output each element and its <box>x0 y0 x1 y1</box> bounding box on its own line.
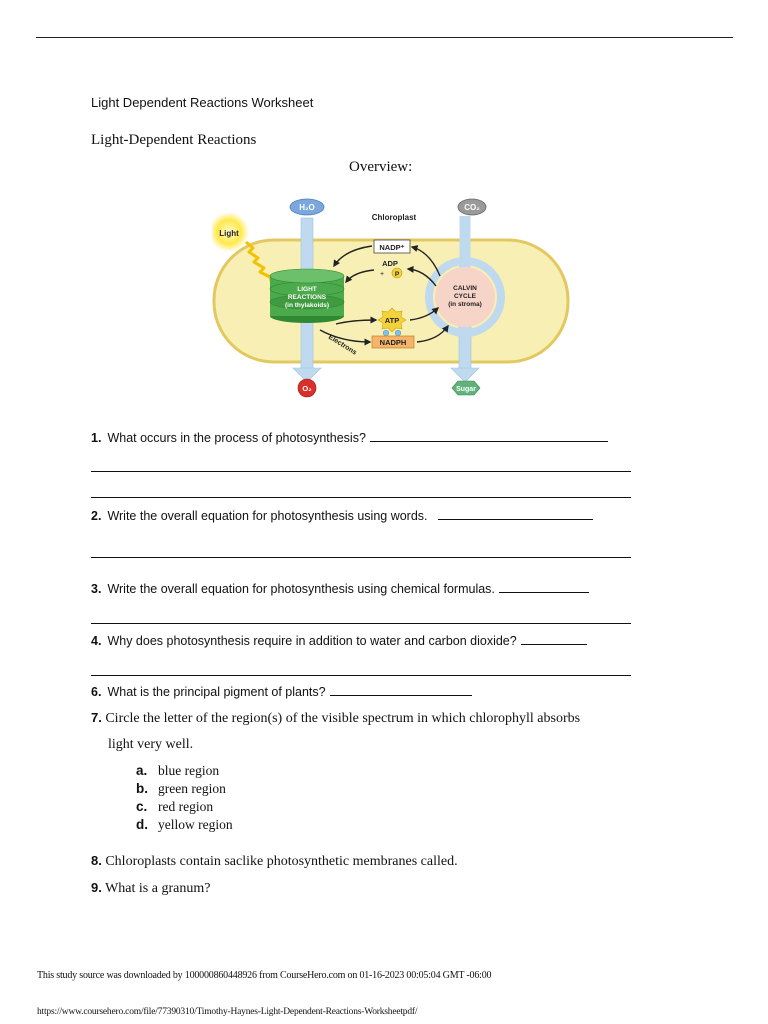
section-heading: Light-Dependent Reactions <box>91 132 257 148</box>
h2o-label: H₂O <box>299 203 315 212</box>
answer-line[interactable] <box>91 557 631 558</box>
top-rule <box>36 37 733 38</box>
question-text: Write the overall equation for photosynthesis using words. <box>107 509 428 523</box>
o2-label: O₂ <box>302 384 312 393</box>
question-text: What is the principal pigment of plants? <box>107 685 326 699</box>
download-notice: This study source was downloaded by 100000860448926 from CourseHero.com on 01-16-2023 00:05:04 GMT -06:00 <box>37 970 492 981</box>
question-text: Chloroplasts contain saclike photosynthetic membranes called <box>105 854 455 869</box>
answer-blank[interactable] <box>521 632 587 645</box>
option-a[interactable]: a. blue region <box>136 763 220 778</box>
question-1 <box>91 429 608 445</box>
electrons-label: Electrons <box>326 333 358 357</box>
option-b[interactable]: b. green region <box>136 781 226 796</box>
answer-line[interactable] <box>91 471 631 472</box>
question-number: 7. <box>91 710 102 725</box>
question-number: 1. <box>91 431 102 445</box>
question-text: Circle the letter of the region(s) of the visible spectrum in which chlorophyll absorbs <box>105 711 581 726</box>
calvin-label-2: CYCLE <box>453 293 477 300</box>
question-6 <box>91 683 472 699</box>
option-c[interactable]: c. red region <box>136 799 214 814</box>
question-9 <box>91 880 210 897</box>
question-text: What is a granum? <box>105 881 211 896</box>
answer-line[interactable] <box>91 497 631 498</box>
question-text: What occurs in the process of photosynthesis? <box>107 431 366 445</box>
nadph-label: NADPH <box>379 338 407 347</box>
question-8 <box>91 853 458 870</box>
light-reactions-label-2: REACTIONS <box>287 294 327 301</box>
answer-line[interactable] <box>91 623 631 624</box>
calvin-label-3: (in stroma) <box>448 301 482 308</box>
co2-label: CO₂ <box>464 203 480 212</box>
overview-heading: Overview: <box>349 159 413 175</box>
option-d[interactable]: d. yellow region <box>136 817 233 832</box>
answer-blank[interactable] <box>499 580 589 593</box>
atp-label: ATP <box>384 316 400 325</box>
chloroplast-label: Chloroplast <box>371 213 417 222</box>
calvin-label-1: CALVIN <box>453 285 477 292</box>
nadp-label: NADP⁺ <box>379 243 405 252</box>
phosphate-label: P <box>394 271 400 278</box>
question-7-continued: light very well. <box>108 737 194 752</box>
sugar-arrow-head <box>451 368 479 382</box>
chloroplast-diagram <box>212 190 584 400</box>
svg-text:+: + <box>379 271 385 278</box>
question-number: 4. <box>91 634 102 648</box>
question-number: 6. <box>91 685 102 699</box>
sugar-label: Sugar <box>456 386 476 393</box>
question-number: 8. <box>91 853 102 868</box>
answer-blank[interactable] <box>370 429 608 442</box>
adp-label: ADP <box>382 259 398 268</box>
question-text: Why does photosynthesis require in addition to water and carbon dioxide? <box>107 634 517 648</box>
question-text: Write the overall equation for photosynthesis using chemical formulas. <box>107 582 495 596</box>
light-reactions-label-3: (in thylakoids) <box>284 302 330 309</box>
question-3 <box>91 580 589 596</box>
thylakoid-stack <box>270 269 344 283</box>
question-2 <box>91 507 593 523</box>
light-label: Light <box>219 229 239 238</box>
answer-blank[interactable] <box>330 683 472 696</box>
question-7 <box>91 710 580 727</box>
answer-blank[interactable] <box>438 507 593 520</box>
option-list <box>136 762 233 834</box>
question-number: 9. <box>91 880 102 895</box>
answer-line[interactable] <box>91 675 631 676</box>
question-number: 2. <box>91 509 102 523</box>
question-4 <box>91 632 587 648</box>
light-reactions-label-1: LIGHT <box>297 286 317 293</box>
question-suffix: . <box>454 854 458 869</box>
source-url[interactable]: https://www.coursehero.com/file/77390310/Timothy-Haynes-Light-Dependent-Reactions-Worksheetpdf/ <box>37 1007 418 1017</box>
question-number: 3. <box>91 582 102 596</box>
worksheet-title: Light Dependent Reactions Worksheet <box>91 95 314 110</box>
